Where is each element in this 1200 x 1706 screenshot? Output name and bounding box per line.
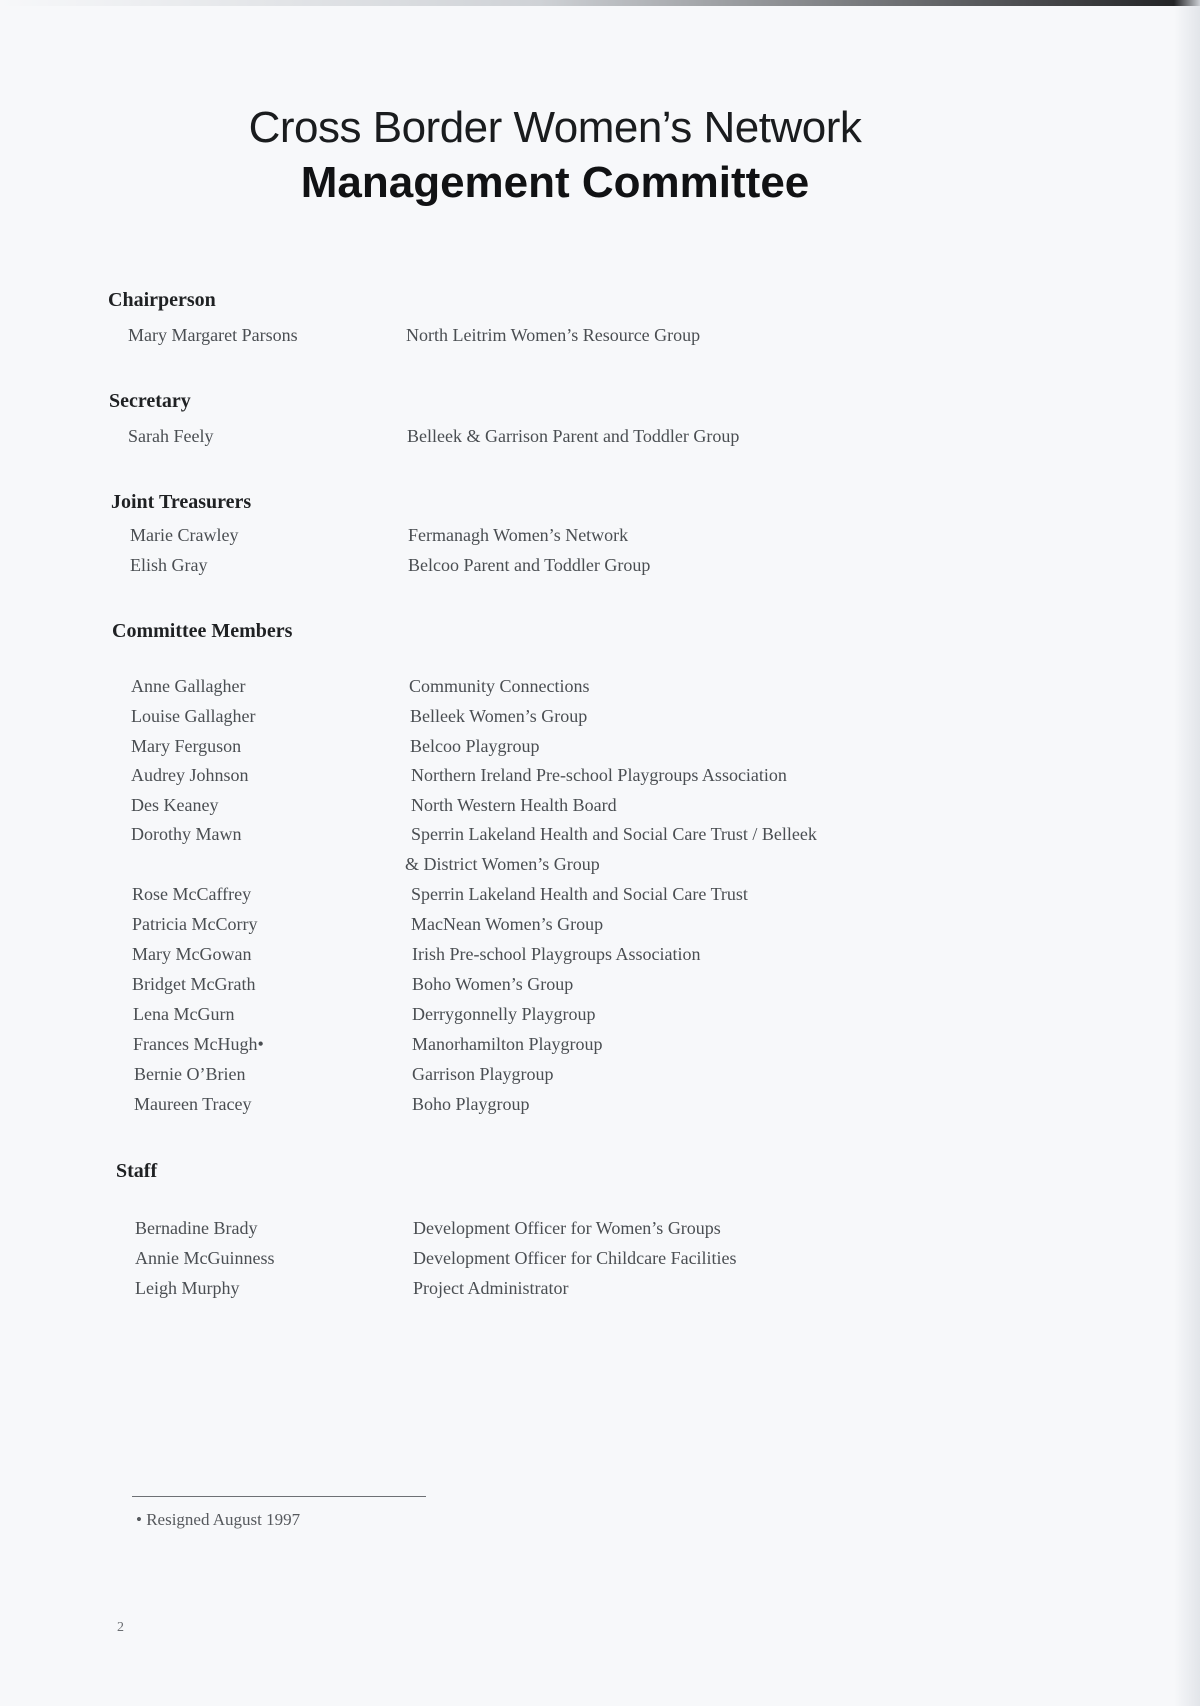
member-name: Elish Gray: [130, 555, 208, 575]
staff-role: Development Officer for Childcare Facilities: [413, 1248, 737, 1268]
member-organisation: Belleek & Garrison Parent and Toddler Group: [407, 426, 740, 446]
member-organisation: Belcoo Playgroup: [410, 736, 540, 756]
member-organisation-continued: & District Women’s Group: [405, 854, 600, 874]
member-row: [131, 706, 1200, 734]
member-row: [134, 1064, 1200, 1092]
member-name: Lena McGurn: [133, 1004, 235, 1024]
staff-role: Project Administrator: [413, 1278, 569, 1298]
page-title: [0, 100, 1110, 210]
member-name: Mary McGowan: [132, 944, 252, 964]
member-name: Frances McHugh•: [133, 1034, 264, 1054]
section-heading: Secretary: [109, 390, 191, 412]
member-row: [128, 426, 1200, 454]
member-organisation: Fermanagh Women’s Network: [408, 525, 629, 545]
title-line-2: Management Committee: [300, 158, 810, 207]
staff-name: Leigh Murphy: [135, 1278, 240, 1298]
member-name: Des Keaney: [131, 795, 219, 815]
member-row: [131, 736, 1200, 764]
member-organisation: Sperrin Lakeland Health and Social Care Trust / Belleek: [411, 824, 817, 844]
member-organisation: North Leitrim Women’s Resource Group: [406, 325, 701, 345]
member-name: Mary Ferguson: [131, 736, 242, 756]
member-organisation: Derrygonnelly Playgroup: [412, 1004, 596, 1024]
section-heading: Chairperson: [108, 289, 216, 311]
section-heading: Committee Members: [112, 620, 293, 642]
staff-role: Development Officer for Women’s Groups: [413, 1218, 721, 1238]
staff-row: [135, 1248, 1200, 1276]
member-organisation: Manorhamilton Playgroup: [412, 1034, 603, 1054]
member-organisation: Boho Women’s Group: [412, 974, 574, 994]
member-name: Marie Crawley: [130, 525, 239, 545]
staff-row: [135, 1278, 1200, 1306]
member-row: [131, 795, 1200, 823]
member-row: [130, 525, 1200, 553]
member-row: [133, 1004, 1200, 1032]
member-organisation: MacNean Women’s Group: [411, 914, 604, 934]
section-heading: Staff: [116, 1160, 158, 1182]
page-right-shade: [1174, 0, 1200, 1706]
page-number: 2: [117, 1620, 124, 1635]
member-row: [134, 1094, 1200, 1122]
member-name: Patricia McCorry: [132, 914, 258, 934]
member-name: Maureen Tracey: [134, 1094, 252, 1114]
member-name: Audrey Johnson: [131, 765, 249, 785]
title-line-1: Cross Border Women’s Network: [248, 103, 862, 152]
member-organisation: Belleek Women’s Group: [410, 706, 588, 726]
section-heading: Joint Treasurers: [111, 491, 252, 513]
staff-name: Bernadine Brady: [135, 1218, 258, 1238]
page-top-edge: [0, 0, 1200, 6]
member-organisation: Irish Pre-school Playgroups Association: [412, 944, 701, 964]
member-organisation: Sperrin Lakeland Health and Social Care Trust: [411, 884, 748, 904]
member-organisation: Garrison Playgroup: [412, 1064, 554, 1084]
staff-row: [135, 1218, 1200, 1246]
member-organisation: Boho Playgroup: [412, 1094, 530, 1114]
member-row: [132, 914, 1200, 942]
member-organisation: Belcoo Parent and Toddler Group: [408, 555, 651, 575]
member-name: Louise Gallagher: [131, 706, 256, 726]
member-row: [132, 944, 1200, 972]
member-row: [131, 765, 1200, 793]
member-row: [131, 676, 1200, 704]
member-row: [132, 974, 1200, 1002]
member-organisation: North Western Health Board: [411, 795, 617, 815]
member-row: [130, 555, 1200, 583]
member-name: Rose McCaffrey: [132, 884, 252, 904]
member-name: Sarah Feely: [128, 426, 214, 446]
footnote: • Resigned August 1997: [136, 1510, 301, 1529]
member-row: [132, 884, 1200, 912]
member-organisation: Northern Ireland Pre-school Playgroups Association: [411, 765, 787, 785]
member-name: Bernie O’Brien: [134, 1064, 246, 1084]
member-name: Mary Margaret Parsons: [128, 325, 298, 345]
member-name: Bridget McGrath: [132, 974, 256, 994]
member-name: Dorothy Mawn: [131, 824, 242, 844]
member-name: Anne Gallagher: [131, 676, 246, 696]
footnote-divider: [132, 1496, 426, 1497]
staff-name: Annie McGuinness: [135, 1248, 275, 1268]
member-row: [133, 1034, 1200, 1062]
member-row: [128, 325, 1200, 353]
member-row: [131, 824, 1200, 852]
member-organisation: Community Connections: [409, 676, 590, 696]
